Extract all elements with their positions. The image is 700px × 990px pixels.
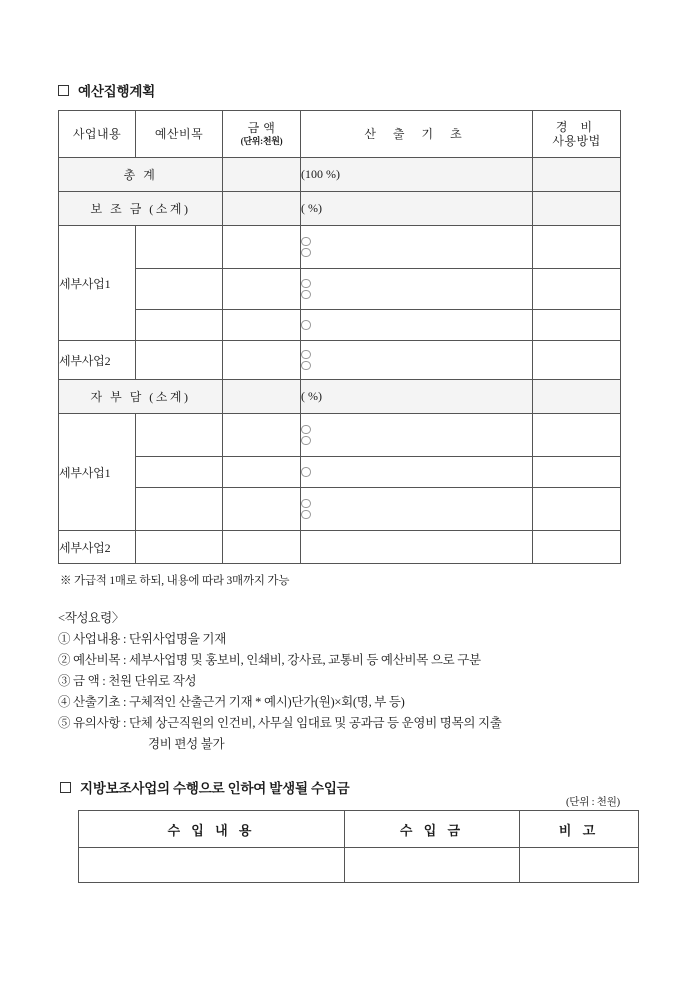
income-data-row (79, 848, 639, 883)
budget-item-cell[interactable] (136, 531, 223, 564)
group-label-self-funding-detail-1: 세부사업1 (59, 414, 136, 531)
expense-method-cell[interactable] (533, 414, 621, 457)
bullet-circle-icon (301, 467, 311, 477)
calculation-basis-cell[interactable] (301, 488, 533, 531)
table-row (59, 457, 621, 488)
budget-item-cell[interactable] (136, 488, 223, 531)
bullet-circle-icon (301, 361, 311, 371)
summary-amount-subsidy[interactable] (223, 192, 301, 226)
amount-cell[interactable] (223, 341, 301, 380)
summary-expense-subsidy[interactable] (533, 192, 621, 226)
bullet-circle-icon (301, 425, 311, 435)
calculation-basis-cell[interactable] (301, 269, 533, 310)
calculation-basis-cell[interactable] (301, 414, 533, 457)
group-label-subsidy-detail-2: 세부사업2 (59, 341, 136, 380)
amount-cell[interactable] (223, 226, 301, 269)
expense-method-cell[interactable] (533, 269, 621, 310)
budget-item-cell[interactable] (136, 269, 223, 310)
budget-item-cell[interactable] (136, 226, 223, 269)
instruction-item-5: ⑤ 유의사항 : 단체 상근직원의 인건비, 사무실 임대료 및 공과금 등 운영비 명목의 지출 (58, 716, 502, 730)
table-row (59, 226, 621, 269)
col-header-amount-label: 금 액 (247, 121, 276, 136)
col-header-amount (223, 111, 301, 158)
summary-basis-subsidy[interactable]: ( %) (301, 192, 533, 226)
bullet-circle-icon (301, 237, 311, 247)
budget-item-cell[interactable] (136, 310, 223, 341)
expense-method-cell[interactable] (533, 341, 621, 380)
income-heading-label: 지방보조사업의 수행으로 인하여 발생될 수입금 (80, 781, 350, 796)
instruction-item-5-continued: 경비 편성 불가 (148, 737, 225, 751)
expense-method-cell[interactable] (533, 488, 621, 531)
calculation-basis-cell[interactable] (301, 531, 533, 564)
summary-row-self-funding (59, 380, 621, 414)
budget-table-footnote: ※ 가급적 1매로 하되, 내용에 따라 3매까지 가능 (60, 575, 290, 587)
table-row (59, 269, 621, 310)
income-header-row (79, 811, 639, 848)
budget-item-cell[interactable] (136, 341, 223, 380)
summary-label-self-funding: 자 부 담 (소계) (59, 380, 223, 414)
calculation-basis-cell[interactable] (301, 457, 533, 488)
income-table (78, 810, 639, 883)
calculation-basis-cell[interactable] (301, 341, 533, 380)
col-header-expense-method (533, 111, 621, 158)
bullet-circle-icon (301, 248, 311, 258)
amount-cell[interactable] (223, 488, 301, 531)
col-header-business-content: 사업내용 (59, 111, 136, 158)
bullet-circle-icon (301, 350, 311, 360)
calculation-basis-cell[interactable] (301, 310, 533, 341)
expense-method-cell[interactable] (533, 457, 621, 488)
table-row (59, 341, 621, 380)
calculation-basis-cell[interactable] (301, 226, 533, 269)
col-header-budget-item: 예산비목 (136, 111, 223, 158)
expense-method-cell[interactable] (533, 531, 621, 564)
instruction-item-4: ④ 산출기초 : 구체적인 산출근거 기재 * 예시)단가(원)×회(명, 부 등) (58, 695, 405, 709)
budget-item-cell[interactable] (136, 414, 223, 457)
expense-method-cell[interactable] (533, 226, 621, 269)
expense-method-line1: 경 비 (555, 119, 598, 134)
col-header-income-content: 수 입 내 용 (79, 811, 345, 848)
summary-amount-total[interactable] (223, 158, 301, 192)
amount-cell[interactable] (223, 414, 301, 457)
budget-heading-label: 예산집행계획 (78, 84, 156, 99)
instruction-item-1: ① 사업내용 : 단위사업명을 기재 (58, 632, 226, 646)
summary-expense-total[interactable] (533, 158, 621, 192)
summary-basis-self-funding[interactable]: ( %) (301, 380, 533, 414)
summary-basis-total[interactable]: (100 %) (301, 158, 533, 192)
table-header-row (59, 111, 621, 158)
col-header-calculation-basis: 산 출 기 초 (301, 111, 533, 158)
table-row (59, 414, 621, 457)
amount-cell[interactable] (223, 531, 301, 564)
budget-item-cell[interactable] (136, 457, 223, 488)
amount-cell[interactable] (223, 269, 301, 310)
group-label-self-funding-detail-2: 세부사업2 (59, 531, 136, 564)
table-row (59, 310, 621, 341)
summary-expense-self-funding[interactable] (533, 380, 621, 414)
table-row (59, 488, 621, 531)
bullet-circle-icon (301, 320, 311, 330)
instruction-item-2: ② 예산비목 : 세부사업명 및 홍보비, 인쇄비, 강사료, 교통비 등 예산비목 으로 구분 (58, 653, 481, 667)
income-remarks-cell[interactable] (520, 848, 639, 883)
checkbox-empty-icon[interactable] (60, 782, 71, 793)
col-header-amount-unit: (단위:천원) (240, 136, 283, 147)
bullet-circle-icon (301, 499, 311, 509)
expense-method-line2: 사용방법 (552, 134, 601, 148)
col-header-remarks: 비 고 (520, 811, 639, 848)
checkbox-empty-icon[interactable] (58, 85, 69, 96)
summary-label-total: 총 계 (59, 158, 223, 192)
summary-row-subsidy (59, 192, 621, 226)
budget-execution-table (58, 110, 621, 564)
col-header-income-amount: 수 입 금 (345, 811, 520, 848)
income-content-cell[interactable] (79, 848, 345, 883)
income-amount-cell[interactable] (345, 848, 520, 883)
summary-row-total (59, 158, 621, 192)
bullet-circle-icon (301, 510, 311, 520)
instructions-title: <작성요령〉 (58, 611, 125, 625)
bullet-circle-icon (301, 290, 311, 300)
summary-amount-self-funding[interactable] (223, 380, 301, 414)
budget-section-heading (58, 80, 155, 100)
bullet-circle-icon (301, 436, 311, 446)
group-label-subsidy-detail-1: 세부사업1 (59, 226, 136, 341)
expense-method-cell[interactable] (533, 310, 621, 341)
instruction-item-3: ③ 금 액 : 천원 단위로 작성 (58, 674, 197, 688)
summary-label-subsidy: 보 조 금 (소계) (59, 192, 223, 226)
amount-cell[interactable] (223, 457, 301, 488)
table-row (59, 531, 621, 564)
bullet-circle-icon (301, 279, 311, 289)
amount-cell[interactable] (223, 310, 301, 341)
income-section-heading (60, 777, 350, 797)
income-unit-note: (단위 : 천원) (566, 797, 620, 808)
